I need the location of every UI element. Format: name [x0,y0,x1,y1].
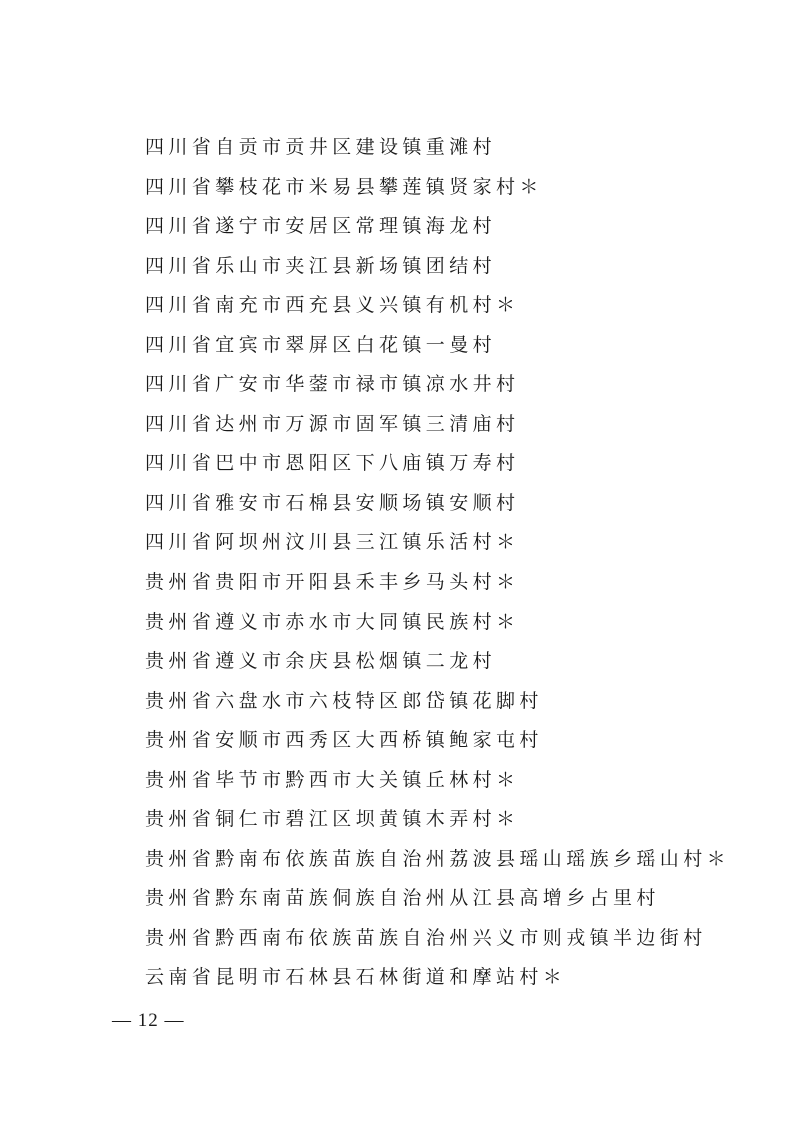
list-item: 四川省乐山市夹江县新场镇团结村 [145,254,497,277]
village-list [145,128,730,998]
list-item: 贵州省六盘水市六枝特区郎岱镇花脚村 [145,689,543,712]
list-item: 贵州省黔南布依族苗族自治州荔波县瑶山瑶族乡瑶山村＊ [145,847,731,870]
list-item: 贵州省安顺市西秀区大西桥镇鲍家屯村 [145,729,543,752]
list-item: 贵州省遵义市赤水市大同镇民族村＊ [145,610,520,633]
list-item: 云南省昆明市石林县石林街道和摩站村＊ [145,966,567,989]
list-item: 四川省攀枝花市米易县攀莲镇贤家村＊ [145,175,543,198]
list-item: 四川省雅安市石棉县安顺场镇安顺村 [145,491,520,514]
list-item: 四川省巴中市恩阳区下八庙镇万寿村 [145,452,520,475]
list-item: 贵州省黔西南布依族苗族自治州兴义市则戎镇半边街村 [145,926,707,949]
list-item: 四川省阿坝州汶川县三江镇乐活村＊ [145,531,520,554]
list-item: 贵州省贵阳市开阳县禾丰乡马头村＊ [145,571,520,594]
page-number: — 12 — [112,1010,185,1031]
list-item: 贵州省黔东南苗族侗族自治州从江县高增乡占里村 [145,887,660,910]
list-item: 四川省广安市华蓥市禄市镇凉水井村 [145,373,520,396]
list-item: 四川省宜宾市翠屏区白花镇一曼村 [145,333,497,356]
list-item: 四川省自贡市贡井区建设镇重滩村 [145,136,497,158]
list-item: 贵州省铜仁市碧江区坝黄镇木弄村＊ [145,808,520,831]
list-item: 四川省南充市西充县义兴镇有机村＊ [145,294,520,317]
list-item: 四川省达州市万源市固军镇三清庙村 [145,412,520,435]
list-item: 贵州省遵义市余庆县松烟镇二龙村 [145,650,497,673]
list-item: 四川省遂宁市安居区常理镇海龙村 [145,215,497,238]
list-item: 贵州省毕节市黔西市大关镇丘林村＊ [145,768,520,791]
